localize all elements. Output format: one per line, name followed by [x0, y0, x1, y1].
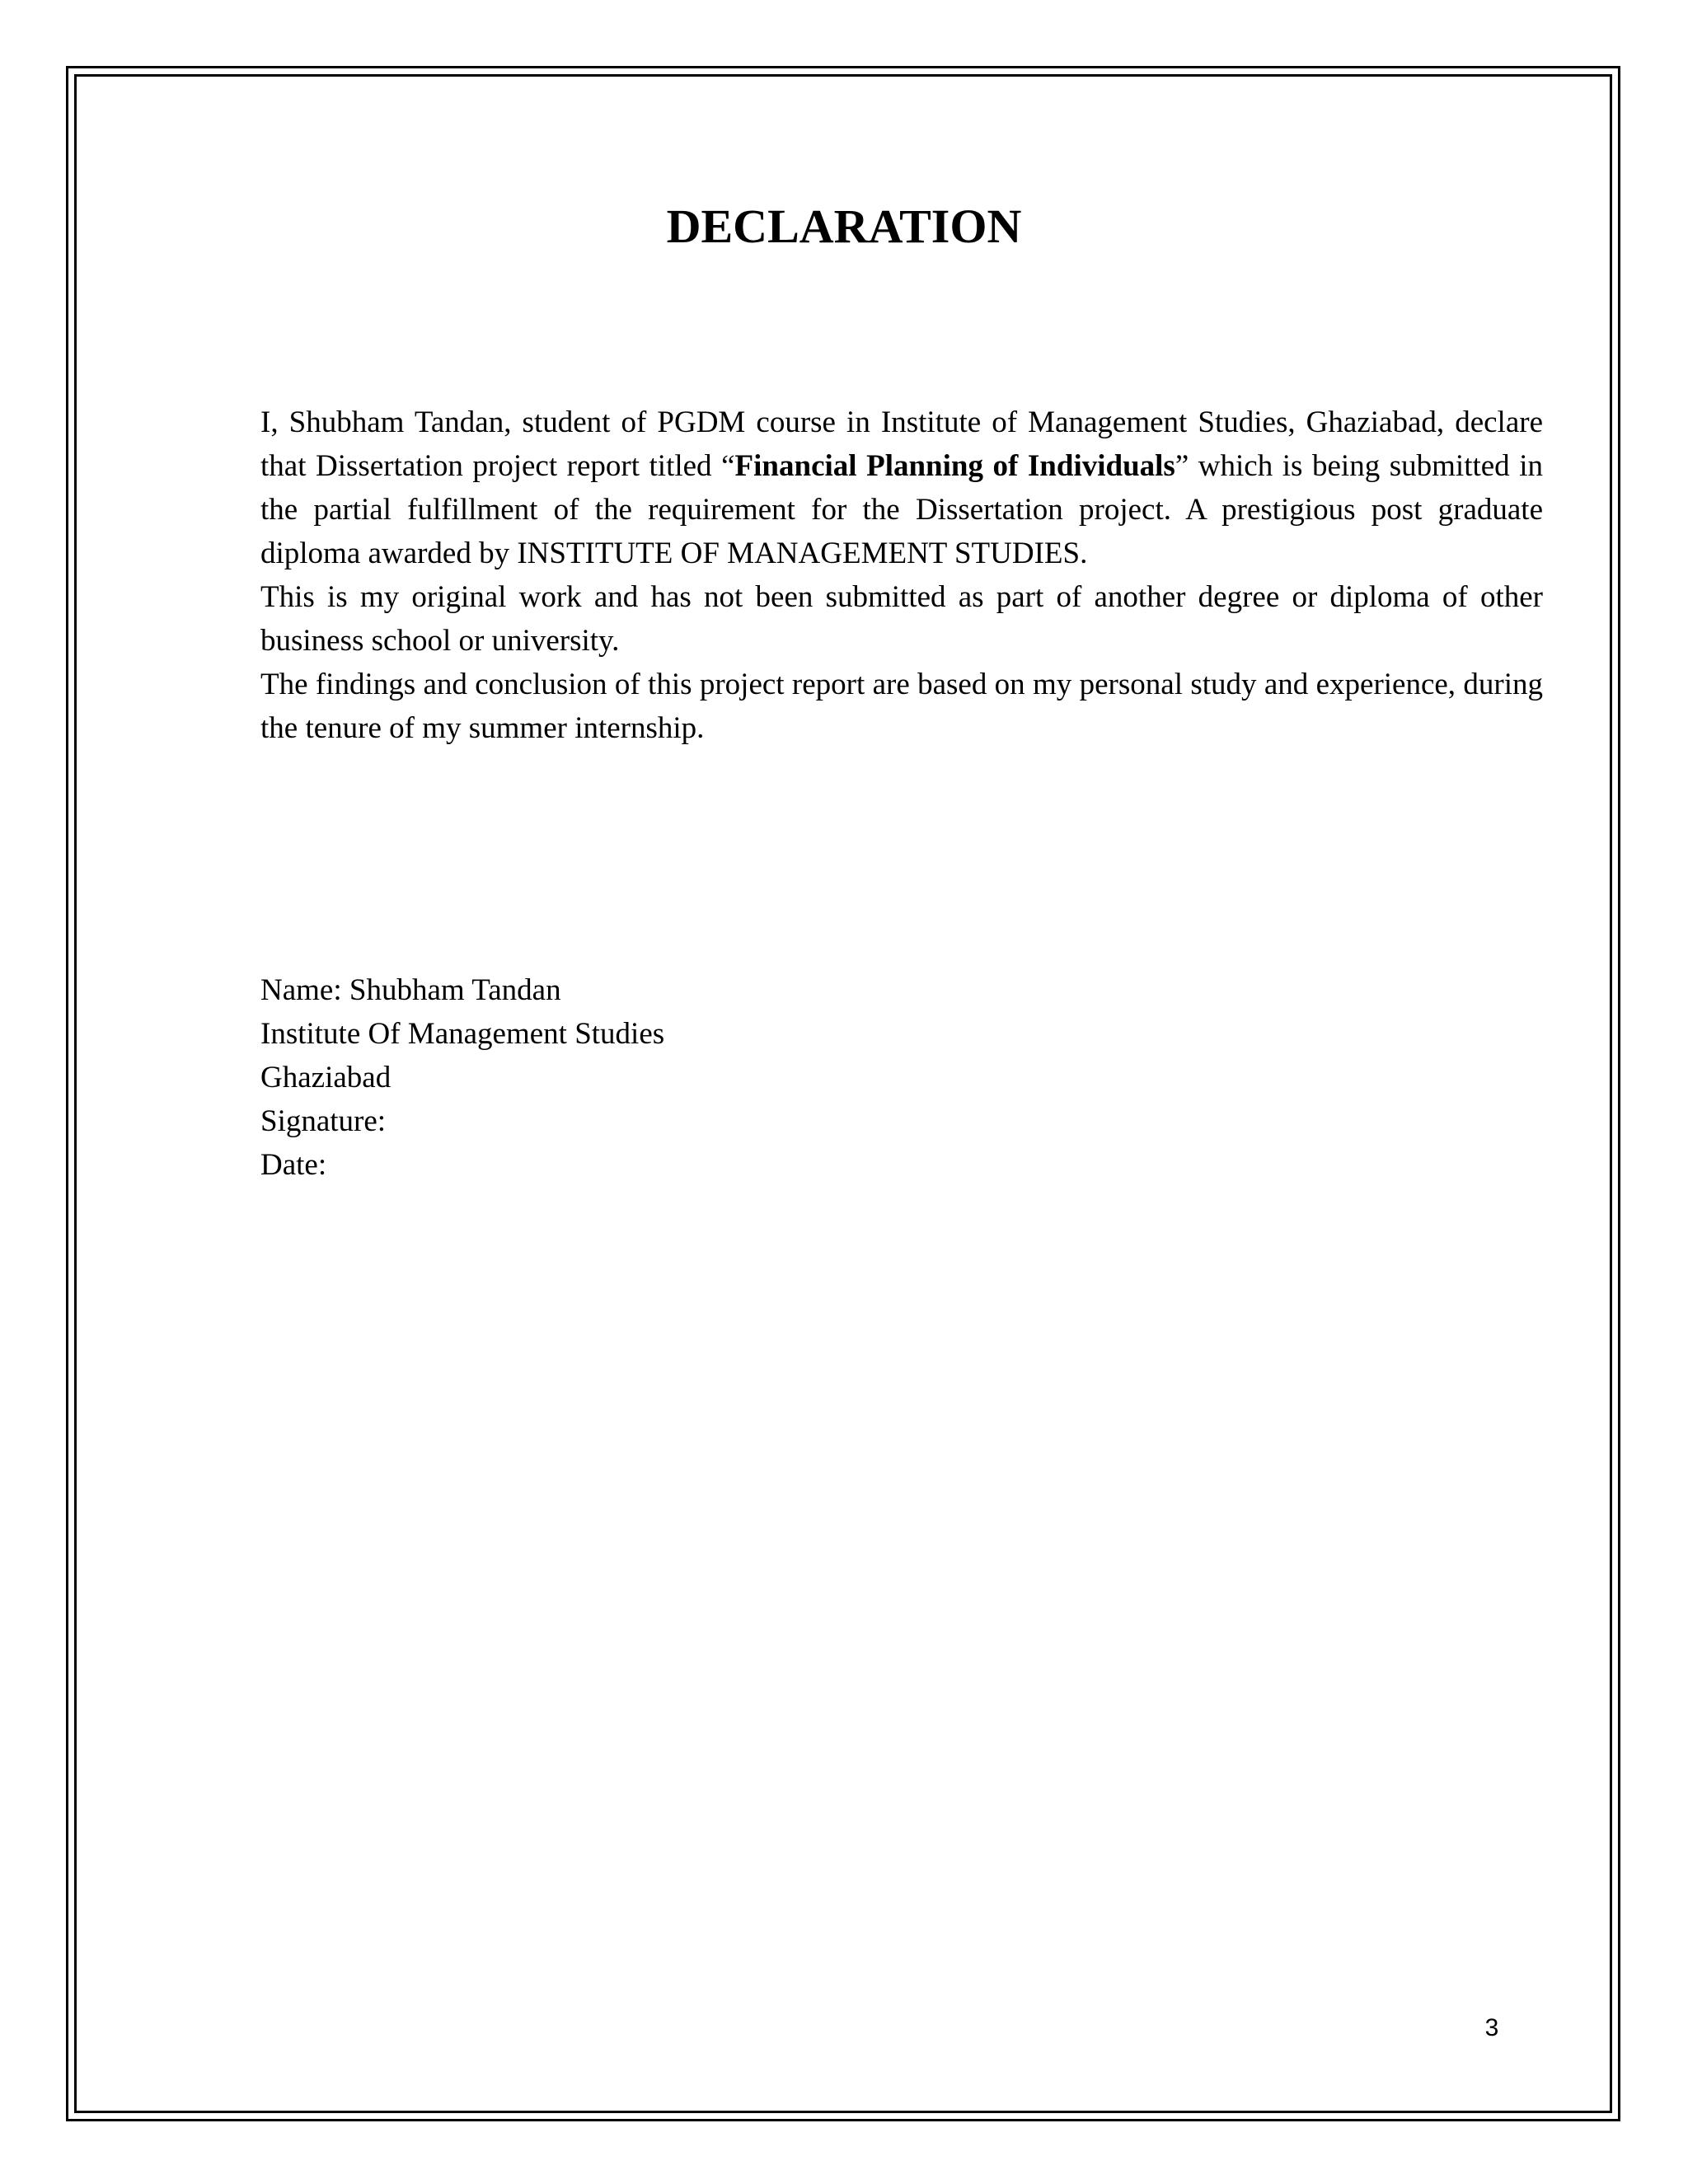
page-title: DECLARATION [666, 199, 1022, 253]
declaration-paragraph-2: This is my original work and has not been submitted as part of another degree or diploma of other business school or university. [260, 580, 1543, 658]
declaration-body [260, 401, 1543, 750]
page-number: 3 [1484, 2014, 1499, 2041]
paragraph-1-outro: ” which is being submitted in the partial fulfillment of the requirement for the Dissertation project. A prestigious post graduate diploma awarded by INSTITUTE OF MANAGEMENT STUDIES. [260, 449, 1543, 570]
name-line: Name: Shubham Tandan [260, 973, 561, 1007]
institute-line: Institute Of Management Studies [260, 1017, 665, 1051]
project-title: Financial Planning of Individuals [734, 449, 1175, 483]
signature-line: Signature: [260, 1104, 387, 1138]
signature-block [260, 968, 1085, 1187]
declaration-paragraph-3: The findings and conclusion of this project report are based on my personal study and experience, during the tenure of my summer internship. [260, 668, 1543, 745]
city-line: Ghaziabad [260, 1061, 392, 1094]
declaration-paragraph-1 [260, 401, 1543, 575]
date-line: Date: [260, 1148, 327, 1182]
paragraph-1-intro: I, Shubham Tandan, student of PGDM course in Institute of Management Studies, Ghaziabad, declare that Dissertation project report titled “ [260, 405, 1543, 483]
